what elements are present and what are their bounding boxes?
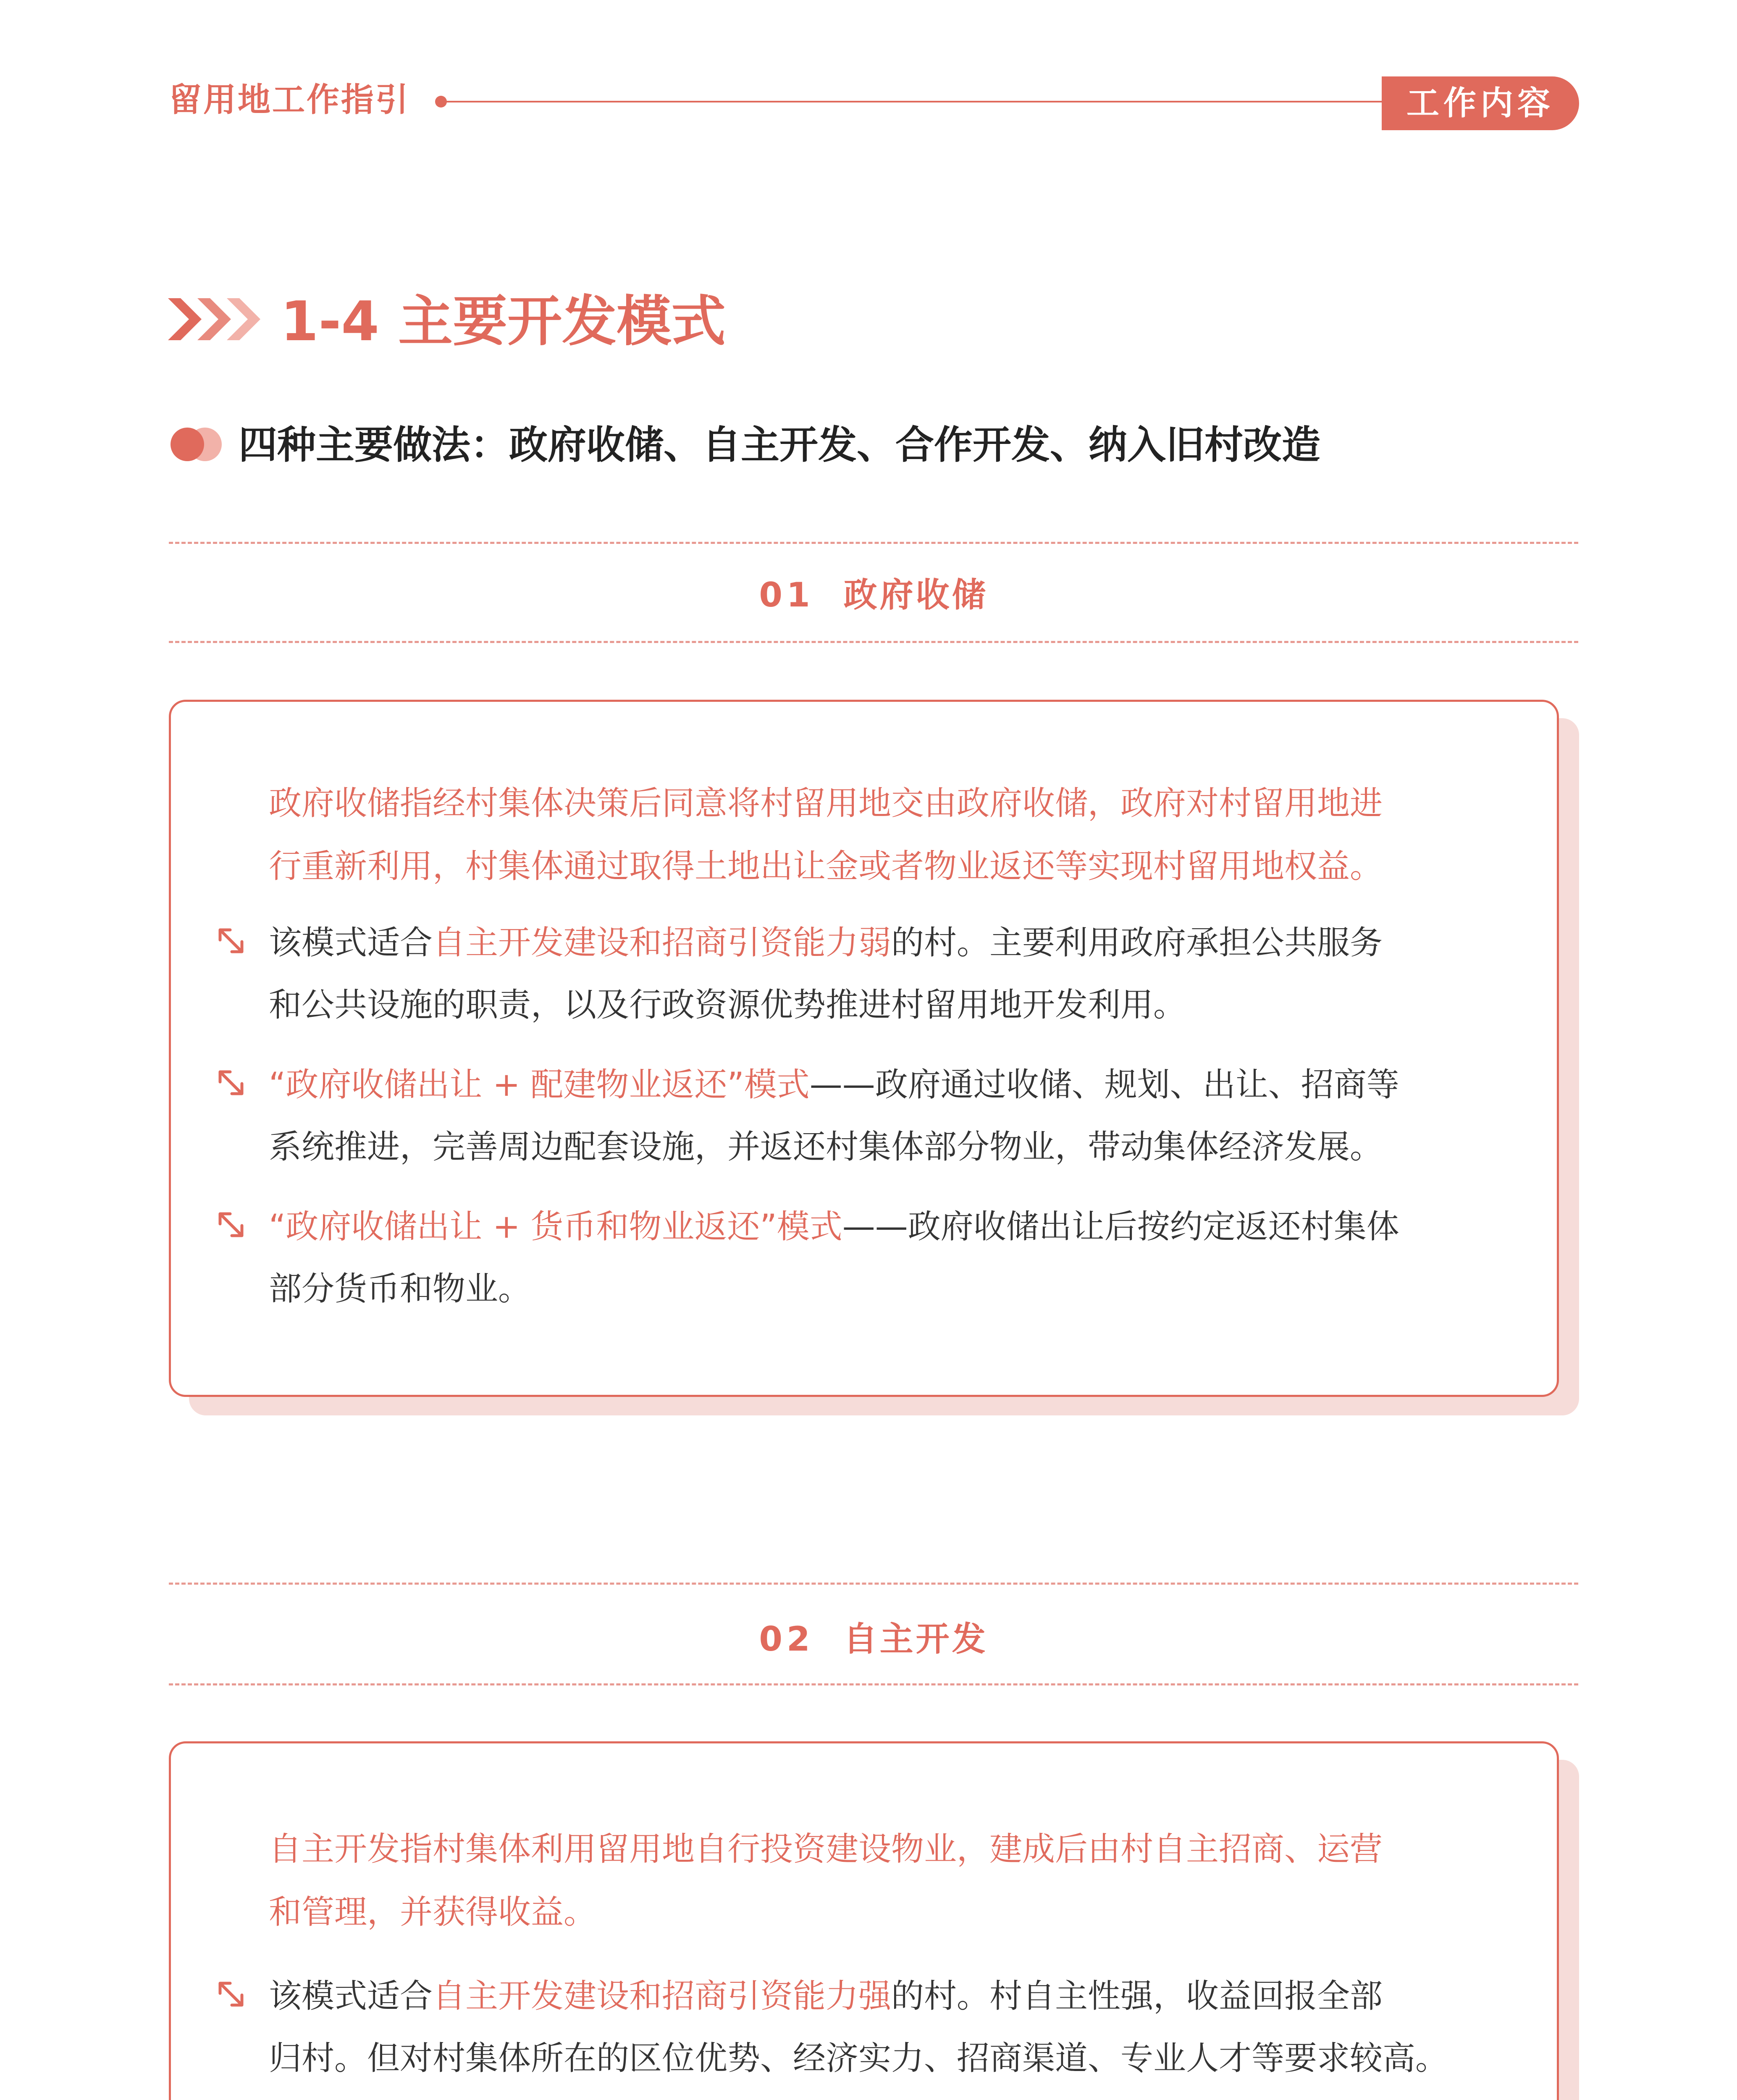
expand-arrow-icon [214,924,248,958]
bullet-line [269,2089,1120,2100]
dashed-divider [169,1683,1578,1685]
bullet-pill-icon [169,426,223,463]
bullet-line: 该模式适合自主开发建设和招商引资能力弱的村。主要利用政府承担公共服务 [269,924,1383,962]
sub-heading: 四种主要做法：政府收储、自主开发、合作开发、纳入旧村改造 [239,423,1321,467]
section-heading: 1-4 主要开发模式 [281,289,726,353]
document-title: 留用地工作指引 [169,81,410,119]
dashed-divider [169,641,1578,643]
bullet-line: 和公共设施的职责，以及行政资源优势推进村留用地开发利用。 [269,986,1186,1024]
mode-title-02: 02 自主开发 [759,1620,988,1659]
bullet-line: 系统推进，完善周边配套设施，并返还村集体部分物业，带动集体经济发展。 [269,1128,1383,1166]
intro-line: 行重新利用，村集体通过取得土地出让金或者物业返还等实现村留用地权益。 [269,848,1383,885]
intro-line: 自主开发指村集体利用留用地自行投资建设物业，建成后由村自主招商、运营 [269,1830,1383,1868]
bullet-line: 部分货币和物业。 [269,1270,531,1308]
bullet-line: 该模式适合自主开发建设和招商引资能力强的村。村自主性强，收益回报全部 [269,1977,1383,2015]
header-rule [445,101,1390,102]
bullet-line: “政府收储出让 + 货币和物业返还”模式——政府收储出让后按约定返还村集体 [269,1208,1399,1246]
expand-arrow-icon [214,1977,248,2011]
bullet-line: “政府收储出让 + 配建物业返还”模式——政府通过收储、规划、出让、招商等 [269,1066,1399,1104]
intro-line: 和管理，并获得收益。 [269,1893,597,1931]
section-tab: 工作内容 [1382,76,1579,130]
expand-arrow-icon [214,1066,248,1100]
intro-line: 政府收储指经村集体决策后同意将村留用地交由政府收储，政府对村留用地进 [269,785,1383,822]
dashed-divider [169,542,1578,544]
bullet-line: 归村。但对村集体所在的区位优势、经济实力、招商渠道、专业人才等要求较高。 [269,2040,1448,2077]
expand-arrow-icon [214,1208,248,1242]
chevron-icon [168,290,265,349]
mode-title-01: 01 政府收储 [759,575,988,614]
dashed-divider [169,1583,1578,1585]
